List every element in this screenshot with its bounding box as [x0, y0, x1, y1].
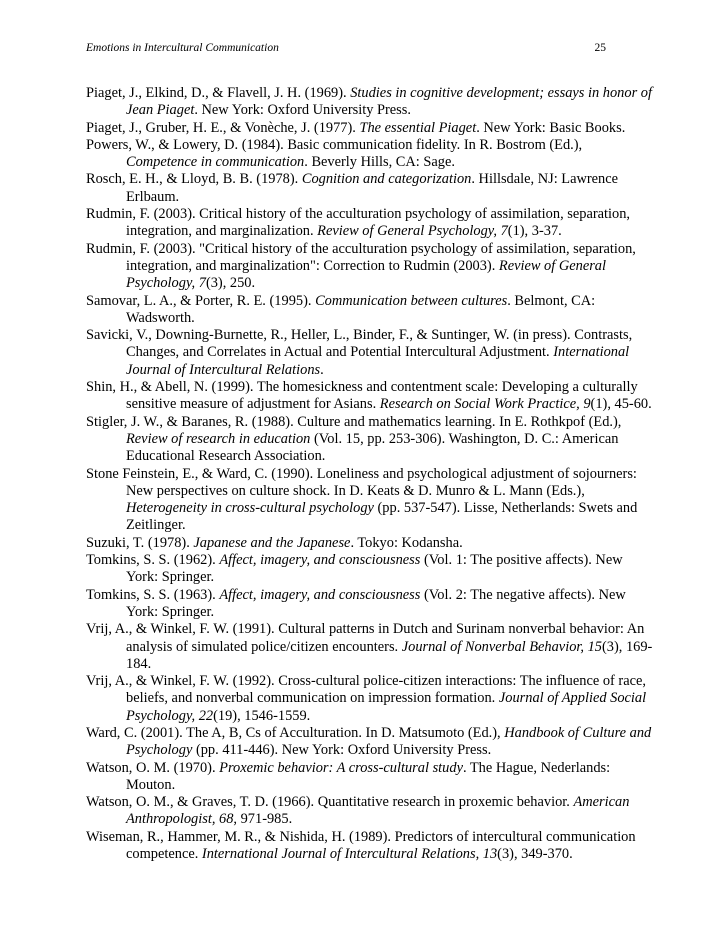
reference-entry [86, 466, 656, 535]
reference-text: Suzuki, T. (1978). [86, 534, 194, 551]
reference-text: (19), 1546-1559. [213, 707, 311, 724]
reference-title: American Anthropologist, 68 [126, 794, 630, 828]
reference-text: Rudmin, F. (2003). "Critical history of the acculturation psychology of assimilation, separation, integration, and marginalization": Correction to Rudmin (2003). [86, 240, 636, 274]
reference-text: Samovar, L. A., & Porter, R. E. (1995). [86, 292, 316, 309]
reference-entry [86, 760, 656, 795]
reference-entry [86, 414, 656, 466]
reference-title: Review of General Psychology, 7 [317, 223, 508, 240]
reference-text: Tomkins, S. S. (1962). [86, 552, 220, 569]
reference-title: Journal of Applied Social Psychology, 22 [126, 690, 647, 724]
reference-text: . Belmont, CA: Wadsworth. [126, 292, 596, 326]
reference-text: (Vol. 2: The negative affects). New York: Springer. [126, 586, 626, 620]
reference-text: Stigler, J. W., & Baranes, R. (1988). Culture and mathematics learning. In E. Rothkpof (Ed.), [86, 413, 622, 430]
reference-title: Heterogeneity in cross-cultural psychology [126, 500, 374, 517]
reference-text: Rudmin, F. (2003). Critical history of the acculturation psychology of assimilation, separation, integration, and marginalization. [86, 206, 630, 240]
reference-entry [86, 587, 656, 622]
reference-title: Research on Social Work Practice, 9 [379, 396, 591, 413]
reference-text: Piaget, J., Elkind, D., & Flavell, J. H. (1969). [86, 85, 351, 101]
reference-entry [86, 725, 656, 760]
reference-text: (pp. 411-446). New York: Oxford University Press. [192, 742, 492, 759]
reference-entry [86, 85, 656, 120]
reference-entry [86, 829, 656, 864]
reference-text: Watson, O. M. (1970). [86, 759, 220, 776]
reference-text: Vrij, A., & Winkel, F. W. (1992). Cross-cultural police-citizen interactions: The influence of race, beliefs, and nonverbal communication on impression formation. [86, 673, 646, 707]
reference-text: , 971-985. [233, 811, 293, 828]
reference-title: Affect, imagery, and consciousness [219, 552, 421, 569]
reference-title: Cognition and categorization [301, 171, 472, 188]
reference-title: Review of General Psychology, 7 [126, 257, 606, 292]
reference-text: . Beverly Hills, CA: Sage. [304, 154, 455, 171]
reference-entry [86, 293, 656, 328]
reference-entry [86, 327, 656, 379]
reference-text: Rosch, E. H., & Lloyd, B. B. (1978). [86, 171, 302, 188]
reference-text: (pp. 537-547). Lisse, Netherlands: Swets and Zeitlinger. [126, 500, 638, 534]
reference-text: Savicki, V., Downing-Burnette, R., Heller, L., Binder, F., & Suntinger, W. (in press). Contrasts, Changes, and Correlates in Actual and Potential Intercultural Adjustment. [86, 327, 633, 361]
reference-text: Watson, O. M., & Graves, T. D. (1966). Quantitative research in proxemic behavior. [86, 794, 574, 811]
reference-text: (1), 45-60. [590, 396, 652, 413]
reference-text: Wiseman, R., Hammer, M. R., & Nishida, H. (1989). Predictors of intercultural communication competence. [86, 828, 636, 863]
reference-text: Ward, C. (2001). The A, B, Cs of Acculturation. In D. Matsumoto (Ed.), [86, 724, 505, 741]
reference-text: (Vol. 15, pp. 253-306). Washington, D. C.: American Educational Research Association. [126, 430, 619, 465]
reference-text: . New York: Oxford University Press. [194, 102, 411, 119]
reference-title: Competence in communication [126, 154, 305, 171]
reference-text: . The Hague, Nederlands: Mouton. [126, 759, 611, 793]
reference-text: . Hillsdale, NJ: Lawrence Erlbaum. [126, 171, 619, 205]
reference-entry [86, 120, 656, 137]
page-number: 25 [594, 42, 606, 54]
reference-title: Studies in cognitive development; essays in honor of Jean Piaget [126, 85, 652, 119]
reference-title: Affect, imagery, and consciousness [219, 586, 421, 603]
reference-text: . New York: Basic Books. [476, 119, 626, 136]
reference-title: Handbook of Culture and Psychology [126, 724, 652, 759]
reference-entry [86, 673, 656, 725]
reference-text: Stone Feinstein, E., & Ward, C. (1990). Loneliness and psychological adjustment of sojourners: New perspectives on culture shock. In D. Keats & D. Munro & L. Mann (Eds.), [86, 465, 637, 499]
reference-entry [86, 379, 656, 414]
reference-text: (Vol. 1: The positive affects). New York: Springer. [126, 552, 623, 586]
reference-list [86, 85, 656, 863]
reference-text: (3), 250. [205, 275, 256, 292]
reference-text: Vrij, A., & Winkel, F. W. (1991). Cultural patterns in Dutch and Surinam nonverbal behavior: An analysis of simulated police/citizen encounters. [86, 621, 645, 655]
reference-title: International Journal of Intercultural Relations [126, 344, 630, 378]
reference-text: Piaget, J., Gruber, H. E., & Vonèche, J. (1977). [86, 119, 360, 136]
reference-text: Tomkins, S. S. (1963). [86, 586, 220, 603]
reference-title: The essential Piaget [359, 119, 477, 136]
reference-text: . [320, 361, 324, 378]
reference-text: (1), 3-37. [507, 223, 562, 240]
reference-entry [86, 552, 656, 587]
reference-entry [86, 621, 656, 673]
reference-title: International Journal of Intercultural Relations, 13 [201, 846, 498, 863]
reference-entry [86, 206, 656, 241]
reference-text: Powers, W., & Lowery, D. (1984). Basic communication fidelity. In R. Bostrom (Ed.), [86, 136, 583, 153]
reference-entry [86, 171, 656, 206]
reference-title: Journal of Nonverbal Behavior, 15 [401, 638, 602, 655]
reference-entry [86, 241, 656, 293]
reference-title: Proxemic behavior: A cross-cultural study [219, 759, 463, 776]
reference-text: . Tokyo: Kodansha. [350, 534, 463, 551]
reference-title: Review of research in education [126, 430, 311, 447]
reference-entry [86, 794, 656, 829]
reference-entry [86, 137, 656, 172]
running-title: Emotions in Intercultural Communication [86, 42, 279, 54]
reference-text: (3), 349-370. [497, 846, 573, 863]
reference-text: Shin, H., & Abell, N. (1999). The homesickness and contentment scale: Developing a culturally sensitive measure of adjustment for Asians. [86, 379, 638, 413]
running-header [86, 42, 606, 54]
reference-title: Communication between cultures [315, 292, 508, 309]
reference-title: Japanese and the Japanese [193, 534, 351, 551]
reference-text: (3), 169-184. [126, 638, 653, 672]
reference-entry [86, 535, 656, 552]
